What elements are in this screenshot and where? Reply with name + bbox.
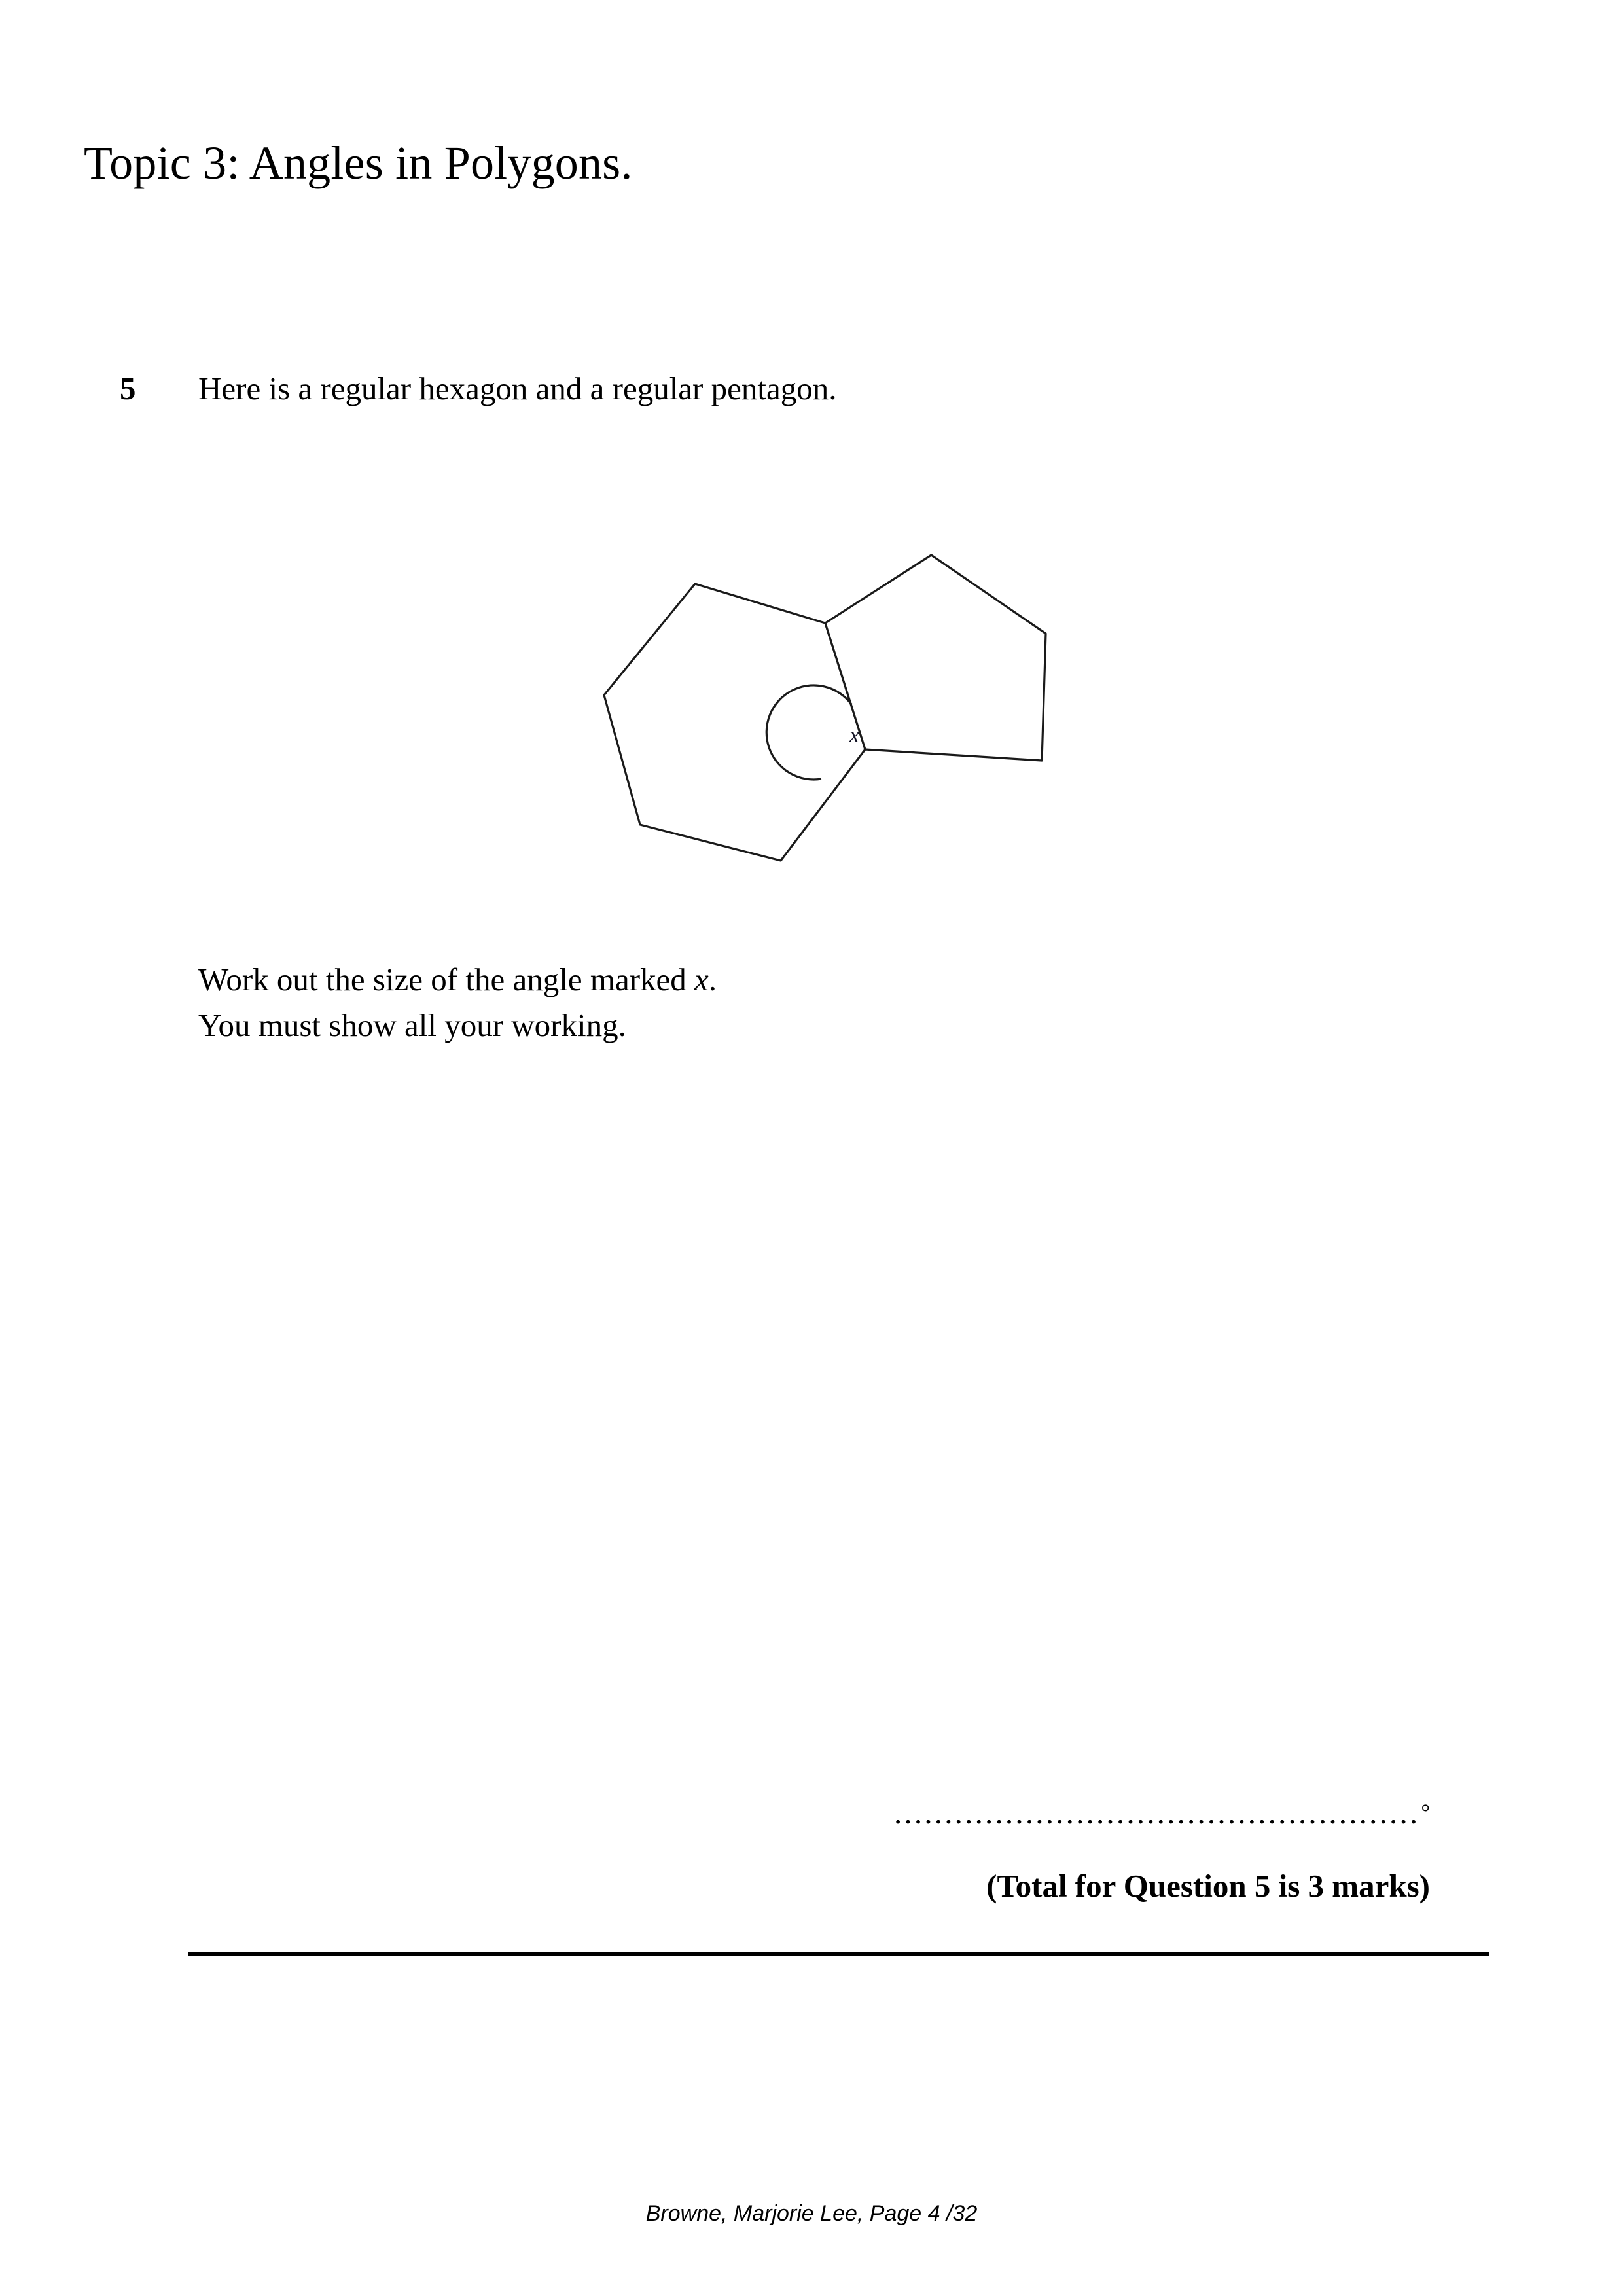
instruction-line-1-text-before: Work out the size of the angle marked xyxy=(198,961,695,997)
answer-dotted-line[interactable]: .................................................... xyxy=(893,1795,1420,1831)
section-divider xyxy=(188,1952,1489,1956)
page-title: Topic 3: Angles in Polygons. xyxy=(84,137,633,190)
polygon-figure-svg xyxy=(576,524,1099,903)
question-total-marks: (Total for Question 5 is 3 marks) xyxy=(986,1868,1430,1904)
instruction-line-1-text-after: . xyxy=(708,961,717,997)
question-number: 5 xyxy=(120,370,136,406)
angle-x-label: x xyxy=(849,723,860,747)
question-instructions xyxy=(198,957,717,1048)
polygon-figure xyxy=(576,524,1099,903)
instruction-line-1 xyxy=(198,957,717,1003)
answer-line-row xyxy=(720,1797,1430,1837)
question-stem: Here is a regular hexagon and a regular pentagon. xyxy=(198,370,837,406)
answer-area xyxy=(720,1797,1430,1837)
instruction-line-2: You must show all your working. xyxy=(198,1007,626,1043)
page-footer: Browne, Marjorie Lee, Page 4 /32 xyxy=(645,2201,978,2226)
answer-degree-unit: ° xyxy=(1421,1800,1430,1825)
instruction-line-1-variable: x xyxy=(694,961,709,997)
